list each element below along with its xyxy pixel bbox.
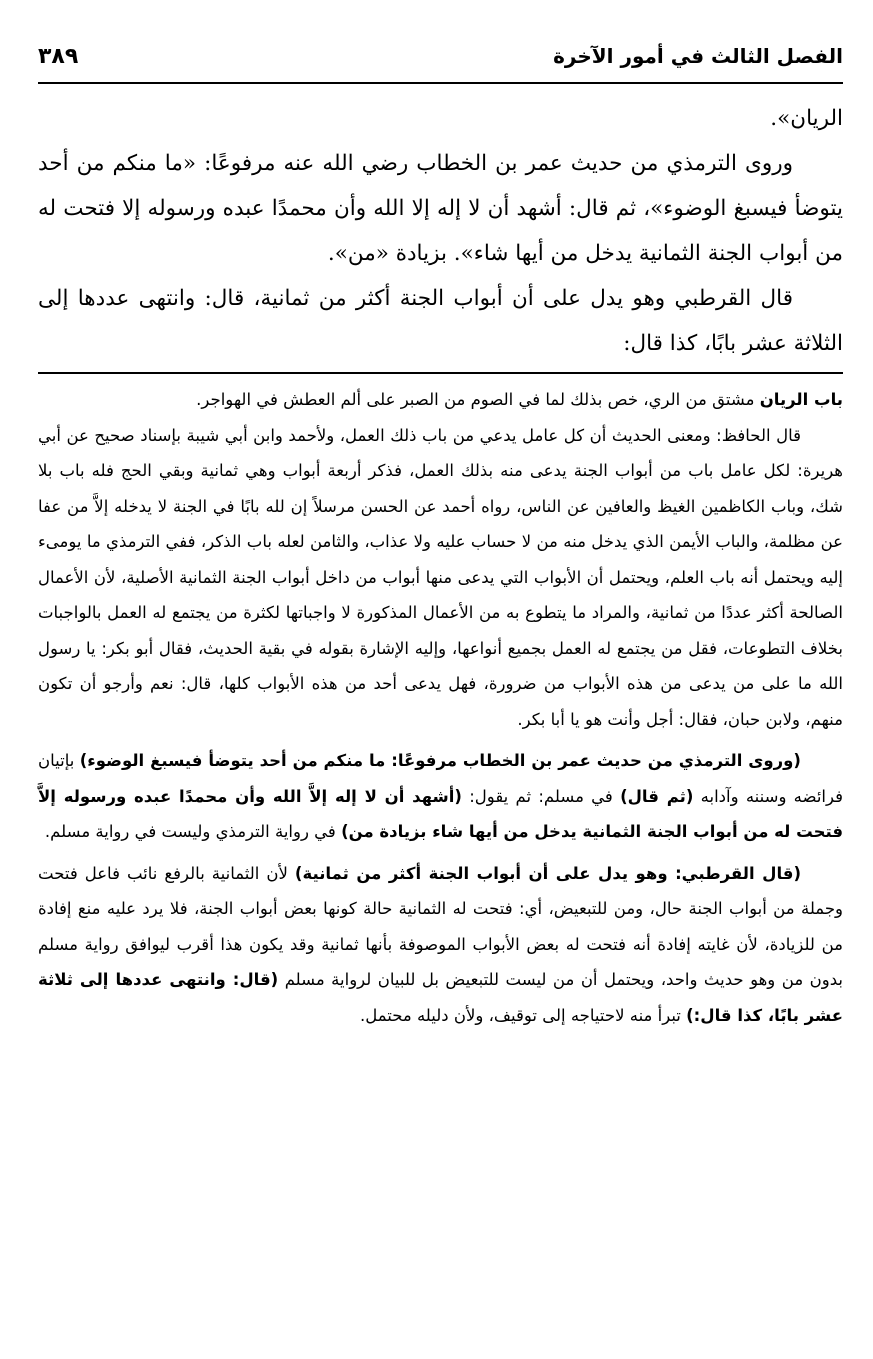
main-paragraph-1: وروى الترمذي من حديث عمر بن الخطاب رضي الله عنه مرفوعًا: «ما منكم من أحد يتوضأ فيسبغ الوضوء»، ثم قال: أشهد أن لا إله إلا الله وأن محمدًا عبده ورسوله إلا فتحت له من أبواب الجنة الثمانية يدخل من أيها شاء». بزيادة «من». [38, 151, 843, 266]
note-text: مشتق من الري، خص بذلك لما في الصوم من الصبر على ألم العطش في الهواجر. [196, 390, 760, 409]
main-text [38, 96, 843, 366]
note-bold-text: (قال القرطبي: وهو يدل على أن أبواب الجنة أكثر من ثمانية) [294, 863, 801, 883]
book-page [38, 44, 843, 1339]
note-text: لأن الثمانية بالرفع نائب فاعل فتحت وجملة من أبواب الجنة حال، ومن للتبعيض، أي: فتحت له الثمانية حالة كونها بعض أبواب الجنة، فلا يرد عليه منع إفادة من للزيادة، لأن غايته إفادة أنه فتحت له بعض الأبواب الموصوفة بأنها ثمانية وقد يكون هذا أقرب ليوافق رواية مسلم بدون من وهو حديث واحد، ويحتمل أن من ليست للتبعيض بل للبيان لرواية مسلم [38, 863, 843, 989]
commentary-notes [38, 382, 843, 1033]
footnote-separator [38, 372, 843, 374]
note-text: قال الحافظ: ومعنى الحديث أن كل عامل يدعي من باب ذلك العمل، ولأحمد وابن أبي شيبة بإسناد صحيح عن أبي هريرة: لكل عامل باب من أبواب الجنة يدعى منه بذلك العمل، فذكر أربعة أبواب وهي ثمانية وبقي الحج فله باب بلا شك، وباب الكاظمين الغيظ والعافين عن الناس، رواه أحمد عن الحسن مرسلاً إن لله بابًا في الجنة لا يدخله إلاَّ من عفا عن مظلمة، والباب الأيمن الذي يدخل منه من لا حساب عليه ولا عذاب، والثامن لعله باب الذكر، ففي الترمذي ما يومىء إليه ويحتمل أنه باب العلم، ويحتمل أن الأبواب التي يدعى منها أبواب من داخل أبواب الجنة الثمانية الأصلية، لأن الأعمال الصالحة أكثر عددًا من ثمانية، والمراد ما يتطوع به من الأعمال المذكورة لا واجباتها لكثرة من يجتمع له العمل بالواجبات بخلاف التطوعات، فقل من يجتمع له العمل بجميع أنواعها، وإليه الإشارة بقوله في بقية الحديث، فقال أبو بكر: يا رسول الله ما على من يدعى من هذه الأبواب من ضرورة، فهل يدعى أحد من هذه الأبواب كلها، قال: نعم وأرجو أن تكون منهم، ولابن حبان، فقال: أجل وأنت هو يا أبا بكر. [38, 425, 843, 729]
note-paragraph-3 [38, 743, 843, 850]
note-bold-text: باب الريان [759, 390, 843, 409]
note-text: بإتيان فرائضه وسننه وآدابه [38, 751, 844, 806]
page-number: ٣٨٩ [38, 44, 79, 69]
note-paragraph-1 [38, 382, 843, 418]
note-text: في مسلم: ثم يقول: [461, 786, 621, 806]
main-paragraph-2: قال القرطبي وهو يدل على أن أبواب الجنة أكثر من ثمانية، قال: وانتهى عددها إلى الثلاثة عشر بابًا، كذا قال: [38, 286, 843, 356]
note-bold-text: (أشهد أن لا إله إلاَّ الله وأن محمدًا عبده ورسوله إلاَّ فتحت له من أبواب الجنة الثمانية يدخل من أيها شاء بزيادة من) [38, 786, 843, 841]
running-header [38, 44, 843, 84]
main-paragraph-0: الريان». [770, 106, 843, 131]
note-text: في رواية الترمذي وليست في رواية مسلم. [44, 822, 342, 841]
note-paragraph-2 [38, 418, 843, 738]
chapter-title: الفصل الثالث في أمور الآخرة [553, 44, 843, 68]
note-bold-text: (قال: وانتهى عددها إلى ثلاثة عشر بابًا، كذا قال:) [38, 970, 843, 1025]
note-paragraph-4 [38, 856, 843, 1034]
note-text: تبرأ منه لاحتياجه إلى توقيف، ولأن دليله محتمل. [359, 1005, 687, 1025]
note-bold-text: (وروى الترمذي من حديث عمر بن الخطاب مرفوعًا: ما منكم من أحد يتوضأ فيسبغ الوضوء) [79, 751, 801, 770]
note-bold-text: (ثم قال) [620, 786, 694, 806]
